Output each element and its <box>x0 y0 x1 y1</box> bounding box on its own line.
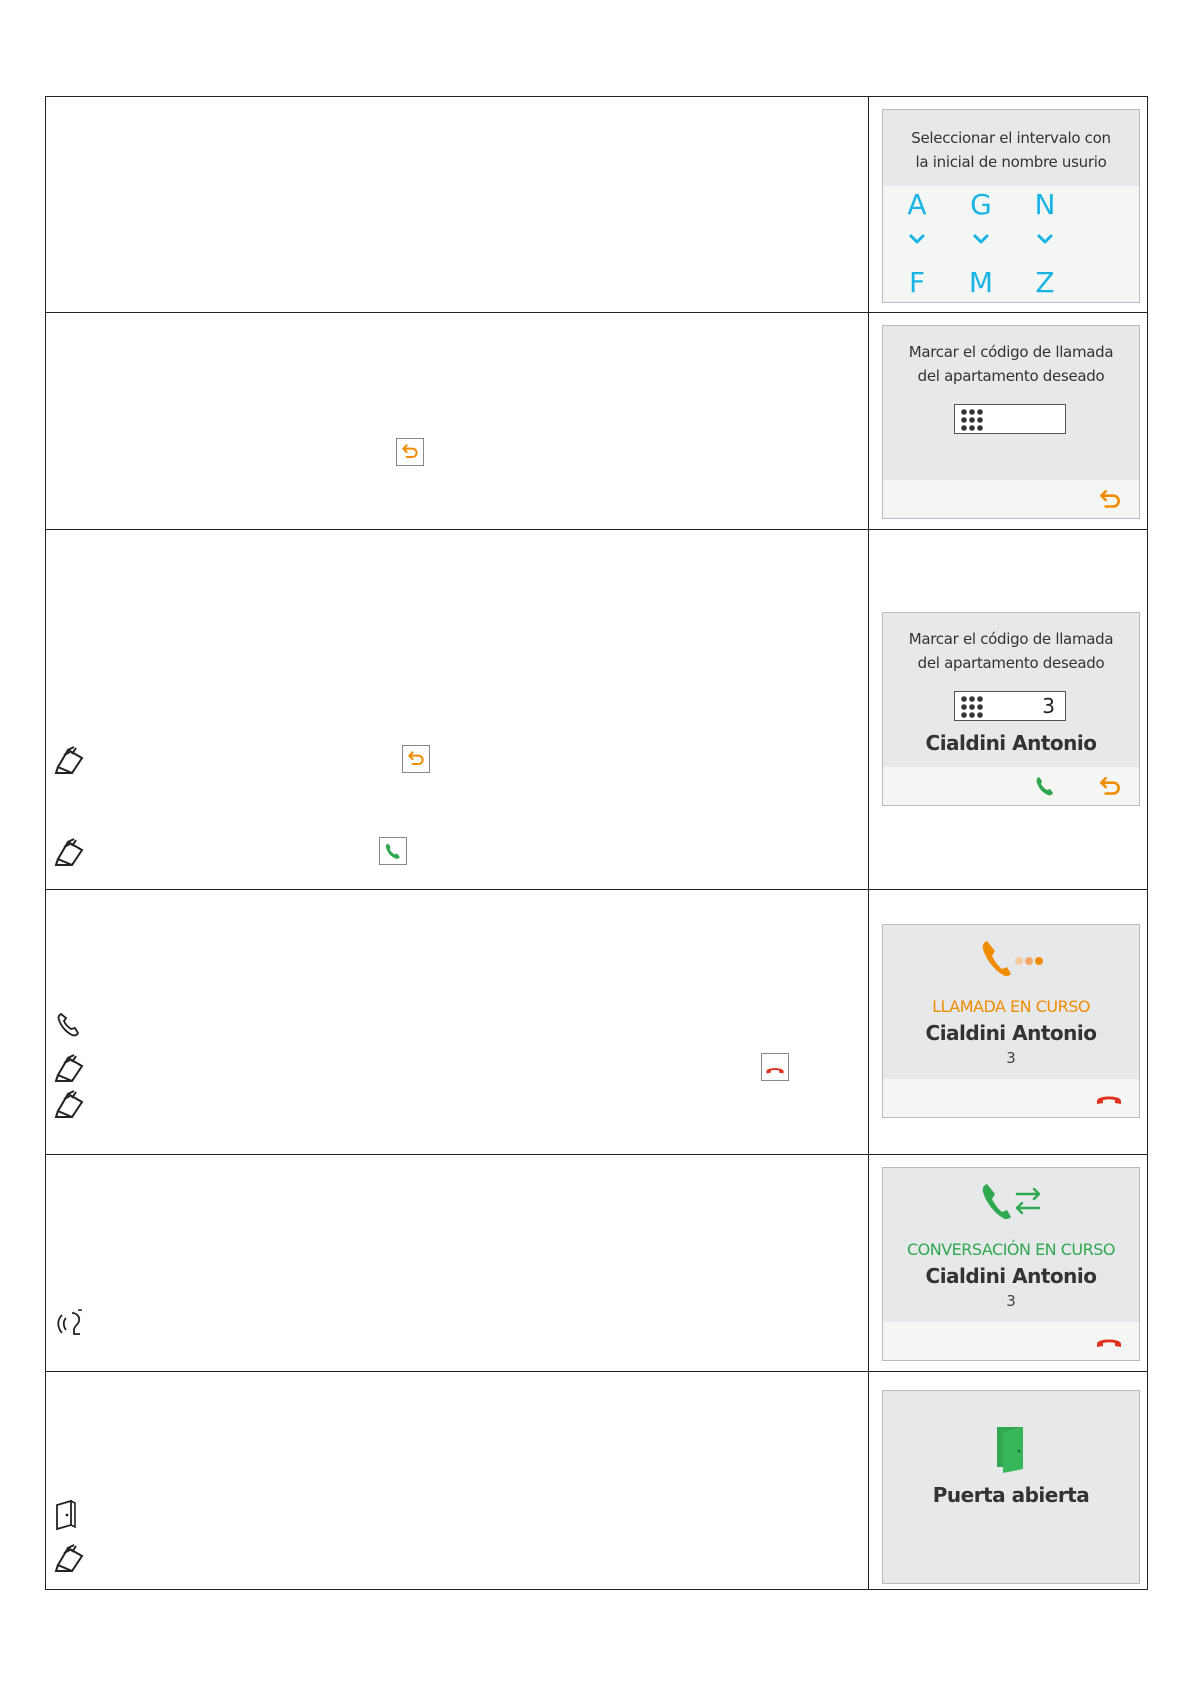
resident-name: Cialdini Antonio <box>925 731 1097 755</box>
screen-conversation <box>882 1167 1140 1361</box>
back-icon <box>406 749 426 769</box>
hang-up-button-inline <box>761 1053 789 1081</box>
hang-up-icon[interactable] <box>1095 1334 1123 1348</box>
note-icon <box>54 745 86 775</box>
range-from-a[interactable]: A <box>907 188 927 221</box>
back-icon[interactable] <box>1097 487 1123 513</box>
code-input[interactable] <box>954 691 1066 721</box>
call-button-inline <box>379 837 407 865</box>
screen-calling <box>882 924 1140 1118</box>
resident-name: Cialdini Antonio <box>925 1021 1097 1045</box>
screen-line-1: Marcar el código de llamada <box>908 630 1114 648</box>
table-row <box>46 313 1147 530</box>
screen-footer <box>883 480 1139 518</box>
note-icon <box>54 1089 86 1119</box>
back-icon <box>400 442 420 462</box>
screen-line-1: Marcar el código de llamada <box>908 343 1114 361</box>
table-row <box>46 1155 1147 1372</box>
chevron-down-icon <box>1025 230 1065 250</box>
range-from-g[interactable]: G <box>970 188 992 221</box>
screen-footer <box>883 767 1139 805</box>
screen-line-1: Seleccionar el intervalo con <box>911 129 1111 147</box>
back-button-inline <box>396 438 424 466</box>
range-panel <box>883 186 1139 302</box>
range-to-z: Z <box>1035 266 1055 299</box>
range-to-f: F <box>908 266 926 299</box>
screen-line-2: del apartamento deseado <box>917 367 1105 385</box>
hang-up-icon[interactable] <box>1095 1091 1123 1105</box>
instruction-table <box>45 96 1148 1590</box>
back-button-inline <box>402 745 430 773</box>
note-icon <box>54 1543 86 1573</box>
note-icon <box>54 1053 86 1083</box>
hearing-loop-icon <box>54 1307 86 1339</box>
keypad-icon <box>960 408 986 432</box>
screen-line-2: la inicial de nombre usurio <box>915 153 1107 171</box>
code-value: 3 <box>1042 694 1055 718</box>
screen-dial-code-filled <box>882 612 1140 806</box>
keypad-icon <box>960 695 986 719</box>
table-row <box>46 97 1147 313</box>
hang-up-icon <box>765 1057 785 1077</box>
resident-name: Cialdini Antonio <box>925 1264 1097 1288</box>
range-from-n[interactable]: N <box>1034 188 1056 221</box>
calling-icon <box>979 939 1045 987</box>
screen-dial-code <box>882 325 1140 519</box>
apartment-code: 3 <box>1006 1292 1016 1310</box>
call-icon <box>383 841 403 861</box>
code-input[interactable] <box>954 404 1066 434</box>
door-status-message: Puerta abierta <box>932 1483 1090 1507</box>
screen-door-open <box>882 1390 1140 1584</box>
table-row <box>46 890 1147 1155</box>
screen-select-range <box>882 109 1140 303</box>
table-row <box>46 1372 1147 1591</box>
range-to-m: M <box>968 266 994 299</box>
phone-outline-icon <box>54 1010 86 1042</box>
call-icon[interactable] <box>1033 774 1057 798</box>
door-outline-icon <box>54 1499 78 1531</box>
chevron-down-icon <box>897 230 937 250</box>
screen-line-2: del apartamento deseado <box>917 654 1105 672</box>
back-icon[interactable] <box>1097 774 1123 800</box>
screen-footer <box>883 1079 1139 1117</box>
table-row <box>46 530 1147 890</box>
apartment-code: 3 <box>1006 1049 1016 1067</box>
screen-footer <box>883 1322 1139 1360</box>
call-status: LLAMADA EN CURSO <box>932 997 1090 1016</box>
call-status: CONVERSACIÓN EN CURSO <box>907 1240 1115 1259</box>
door-open-icon <box>993 1423 1029 1475</box>
note-icon <box>54 837 86 867</box>
chevron-down-icon <box>961 230 1001 250</box>
conversation-icon <box>979 1182 1045 1230</box>
